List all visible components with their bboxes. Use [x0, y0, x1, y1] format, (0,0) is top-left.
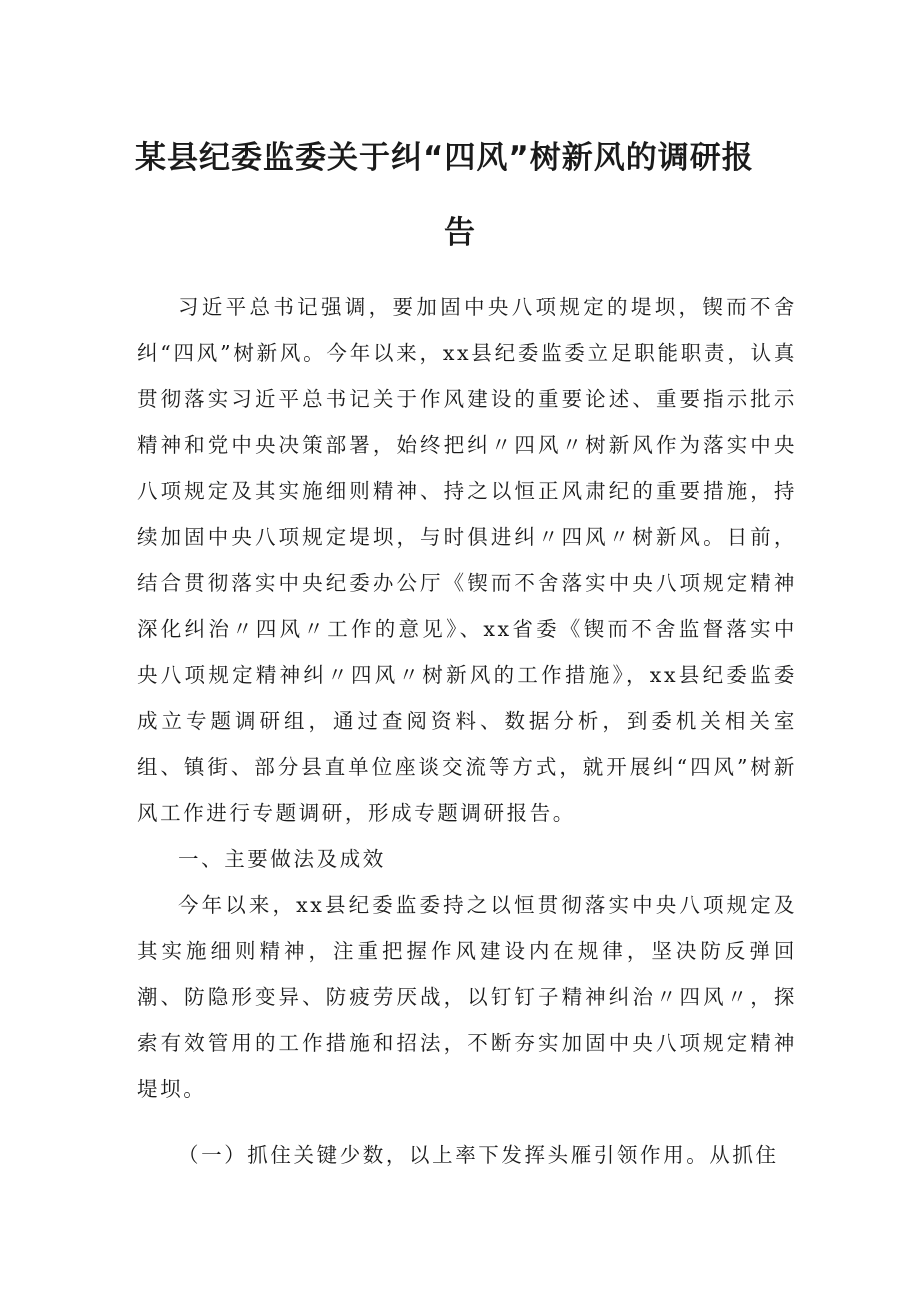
- document-body: [137, 284, 797, 1178]
- section-paragraph: 今年以来，xx县纪委监委持之以恒贯彻落实中央八项规定及其实施细则精神，注重把握作风建设内在规律，坚决防反弹回潮、防隐形变异、防疲劳厌战，以钉钉子精神纠治〃四风〃，探索有效管用的工作措施和招法，不断夯实加固中央八项规定精神堤坝。: [137, 893, 797, 1101]
- document-title-line-2: 告: [444, 215, 476, 251]
- intro-paragraph: 习近平总书记强调，要加固中央八项规定的堤坝，锲而不舍纠“四风”树新风。今年以来，xx县纪委监委立足职能职责，认真贯彻落实习近平总书记关于作风建设的重要论述、重要指示批示精神和党中央决策部署，始终把纠〃四风〃树新风作为落实中央八项规定及其实施细则精神、持之以恒正风肃纪的重要措施，持续加固中央八项规定堤坝，与时俱进纠〃四风〃树新风。日前，结合贯彻落实中央纪委办公厅《锲而不舍落实中央八项规定精神深化纠治〃四风〃工作的意见》、xx省委《锲而不舍监督落实中央八项规定精神纠〃四风〃树新风的工作措施》，xx县纪委监委成立专题调研组，通过查阅资料、数据分析，到委机关相关室组、镇街、部分县直单位座谈交流等方式，就开展纠“四风”树新风工作进行专题调研，形成专题调研报告。: [137, 295, 797, 825]
- subsection-paragraph: （一）抓住关键少数，以上率下发挥头雁引领作用。从抓住: [178, 1143, 779, 1167]
- section-heading: 一、主要做法及成效: [178, 847, 386, 871]
- document-title-line-1: 某县纪委监委关于纠“四风”树新风的调研报: [135, 140, 754, 176]
